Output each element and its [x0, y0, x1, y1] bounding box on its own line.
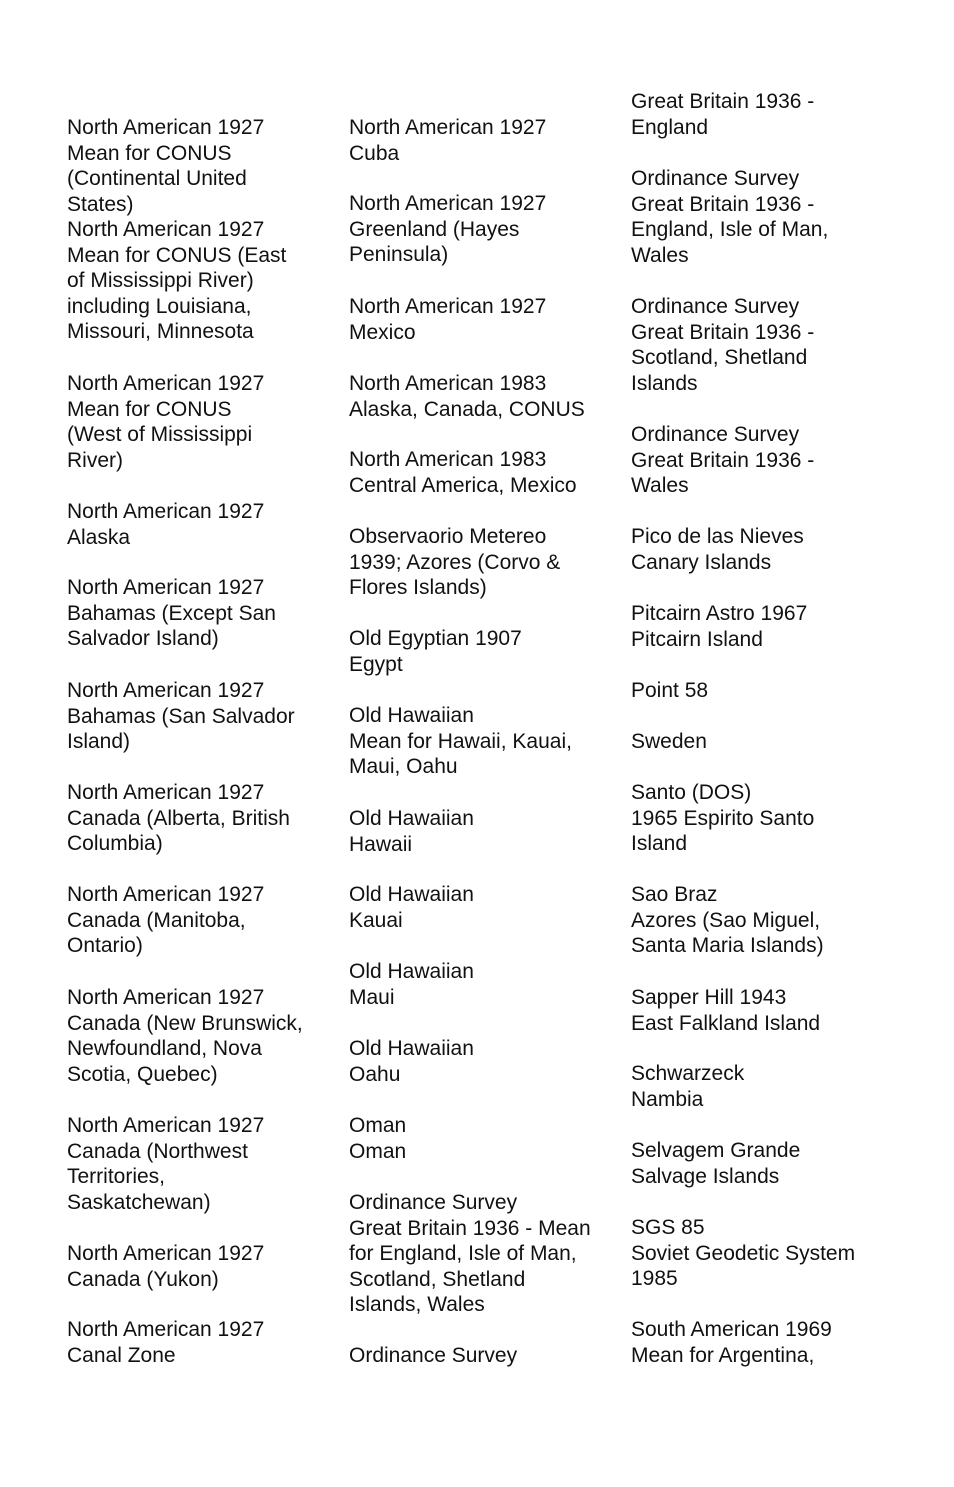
datum-entry-line: Old Hawaiian: [349, 704, 474, 727]
datum-entry-line: Peninsula): [349, 243, 449, 267]
datum-entry-line: North American 1927: [349, 192, 547, 215]
datum-entry: [67, 1317, 337, 1368]
datum-entry: [67, 985, 337, 1087]
datum-entry-line: North American 1927: [67, 116, 265, 139]
datum-entry-line: North American 1927: [349, 116, 547, 139]
datum-entry-line: Egypt: [349, 652, 403, 676]
datum-entry-line: Scotland, Shetland: [349, 1267, 526, 1291]
datum-entry-line: North American 1927: [67, 1242, 265, 1265]
datum-entry-line: Salvage Islands: [631, 1164, 780, 1188]
datum-entry-line: for England, Isle of Man,: [349, 1242, 577, 1266]
datum-entry-line: Old Hawaiian: [349, 807, 474, 830]
datum-entry: [631, 1061, 901, 1112]
datum-entry-line: Mexico: [349, 320, 416, 344]
datum-entry-line: Ordinance Survey: [631, 423, 800, 446]
datum-entry: [67, 882, 337, 959]
datum-entry-line: Saskatchewan): [67, 1190, 211, 1214]
datum-entry-line: Bahamas (Except San: [67, 601, 276, 625]
datum-entry-line: Canada (Yukon): [67, 1267, 219, 1291]
datum-entry: [349, 115, 619, 166]
datum-entry-line: Mean for CONUS: [67, 397, 232, 421]
datum-entry-line: Ontario): [67, 934, 143, 958]
datum-entry-line: River): [67, 448, 123, 472]
datum-entry-line: England, Isle of Man,: [631, 218, 829, 242]
datum-entry: [67, 115, 337, 217]
datum-entry: [349, 294, 619, 345]
datum-entry-line: Greenland (Hayes: [349, 217, 520, 241]
datum-entry: [631, 729, 901, 755]
datum-entry-line: England: [631, 115, 709, 139]
datum-entry-line: South American 1969: [631, 1318, 832, 1341]
datum-entry-line: North American 1927: [67, 500, 265, 523]
datum-entry: [67, 371, 337, 473]
datum-entry-line: Scotland, Shetland: [631, 346, 808, 370]
datum-entry-line: including Louisiana,: [67, 294, 252, 318]
datum-entry-line: Wales: [631, 474, 689, 498]
datum-entry: [349, 1343, 619, 1369]
datum-entry-line: North American 1927: [67, 372, 265, 395]
datum-entry-line: Mean for Hawaii, Kauai,: [349, 729, 572, 753]
datum-entry: [349, 447, 619, 498]
datum-entry-line: Observaorio Metereo: [349, 525, 547, 548]
datum-entry-line: Great Britain 1936 -: [631, 192, 815, 216]
datum-entry-line: Wales: [631, 243, 689, 267]
datum-entry-line: Canada (New Brunswick,: [67, 1011, 303, 1035]
datum-entry-line: Old Hawaiian: [349, 883, 474, 906]
datum-entry-line: Mean for CONUS (East: [67, 243, 287, 267]
datum-entry: [631, 166, 901, 268]
datum-entry-line: Islands: [631, 371, 698, 395]
datum-entry-line: Mean for CONUS: [67, 141, 232, 165]
datum-entry-line: Canada (Northwest: [67, 1139, 248, 1163]
datum-entry: [631, 678, 901, 704]
datum-entry-line: SGS 85: [631, 1216, 705, 1239]
datum-entry: [67, 780, 337, 857]
datum-entry-line: Canary Islands: [631, 550, 772, 574]
datum-entry-line: of Mississippi River): [67, 269, 254, 293]
datum-entry: [349, 524, 619, 601]
datum-entry: [67, 1113, 337, 1215]
datum-entry: [631, 294, 901, 396]
datum-entry-line: Soviet Geodetic System: [631, 1241, 856, 1265]
datum-entry-line: Sapper Hill 1943: [631, 986, 787, 1009]
datum-entry: [631, 1215, 901, 1292]
datum-entry-line: Ordinance Survey: [349, 1344, 518, 1367]
datum-entry-line: Pico de las Nieves: [631, 525, 804, 548]
datum-entry-line: Selvagem Grande: [631, 1139, 801, 1162]
datum-entry-line: Sao Braz: [631, 883, 718, 906]
datum-entry-line: Flores Islands): [349, 576, 487, 600]
datum-entry-line: North American 1927: [67, 883, 265, 906]
datum-entry-line: Salvador Island): [67, 627, 219, 651]
datum-entry: [349, 1190, 619, 1318]
datum-entry: [349, 806, 619, 857]
datum-entry-line: Alaska: [67, 525, 131, 549]
datum-entry-line: 1985: [631, 1267, 678, 1291]
datum-entry-line: Oahu: [349, 1062, 401, 1086]
datum-entry-line: Canada (Manitoba,: [67, 908, 246, 932]
datum-entry-line: Santo (DOS): [631, 781, 752, 804]
datum-entry-line: Newfoundland, Nova: [67, 1037, 262, 1061]
datum-entry: [349, 703, 619, 780]
datum-entry: [67, 217, 337, 345]
datum-entry-line: North American 1927: [349, 295, 547, 318]
datum-entry-line: Columbia): [67, 832, 163, 856]
datum-entry-line: Old Hawaiian: [349, 960, 474, 983]
datum-entry-line: Alaska, Canada, CONUS: [349, 397, 585, 421]
datum-entry-line: Islands, Wales: [349, 1293, 485, 1317]
datum-entry-line: Santa Maria Islands): [631, 934, 824, 958]
datum-entry-line: Missouri, Minnesota: [67, 320, 254, 344]
datum-entry-line: Old Hawaiian: [349, 1037, 474, 1060]
datum-entry-line: (Continental United: [67, 167, 247, 191]
datum-entry-line: Great Britain 1936 -: [631, 448, 815, 472]
datum-entry-line: Pitcairn Astro 1967: [631, 602, 808, 625]
datum-entry-line: Central America, Mexico: [349, 473, 577, 497]
datum-entry-line: Territories,: [67, 1165, 166, 1189]
datum-entry-line: Oman: [349, 1114, 407, 1137]
datum-entry-line: Ordinance Survey: [631, 167, 800, 190]
datum-entry-line: Scotia, Quebec): [67, 1062, 218, 1086]
datum-entry-line: Maui, Oahu: [349, 755, 458, 779]
datum-entry-line: Oman: [349, 1139, 407, 1163]
datum-entry-line: States): [67, 192, 134, 216]
datum-entry: [67, 499, 337, 550]
datum-entry-line: Canada (Alberta, British: [67, 806, 290, 830]
datum-entry-line: North American 1983: [349, 448, 547, 471]
datum-entry-line: North American 1927: [67, 576, 265, 599]
datum-entry-line: Bahamas (San Salvador: [67, 704, 295, 728]
datum-entry: [631, 985, 901, 1036]
datum-entry: [349, 959, 619, 1010]
datum-entry-line: Island: [631, 832, 688, 856]
datum-entry-line: Great Britain 1936 -: [631, 90, 815, 113]
datum-entry-line: Pitcairn Island: [631, 627, 763, 651]
datum-entry-line: Canal Zone: [67, 1343, 176, 1367]
datum-entry-line: Great Britain 1936 - Mean: [349, 1216, 591, 1240]
datum-entry: [349, 191, 619, 268]
datum-entry: [631, 524, 901, 575]
datum-entry-line: East Falkland Island: [631, 1011, 821, 1035]
datum-entry-line: Sweden: [631, 730, 707, 753]
datum-entry: [67, 575, 337, 652]
datum-entry-line: Cuba: [349, 141, 400, 165]
datum-entry: [349, 626, 619, 677]
datum-entry-line: Great Britain 1936 -: [631, 320, 815, 344]
datum-entry-line: Old Egyptian 1907: [349, 627, 522, 650]
datum-entry-line: North American 1927: [67, 986, 265, 1009]
datum-entry-line: Nambia: [631, 1087, 704, 1111]
datum-entry-line: Island): [67, 730, 131, 754]
datum-entry: [349, 1113, 619, 1164]
datum-entry-line: Kauai: [349, 908, 403, 932]
datum-entry: [631, 1317, 901, 1368]
datum-entry-line: Schwarzeck: [631, 1062, 745, 1085]
datum-entry-line: Point 58: [631, 679, 709, 702]
datum-entry-line: North American 1927: [67, 781, 265, 804]
datum-entry: [349, 882, 619, 933]
datum-entry-line: North American 1983: [349, 372, 547, 395]
datum-entry-line: 1939; Azores (Corvo &: [349, 550, 561, 574]
datum-entry: [349, 371, 619, 422]
datum-entry: [631, 89, 901, 140]
datum-entry-line: North American 1927: [67, 218, 265, 241]
datum-entry: [631, 780, 901, 857]
datum-entry-line: Mean for Argentina,: [631, 1343, 815, 1367]
datum-entry: [631, 1138, 901, 1189]
datum-entry-line: Hawaii: [349, 832, 413, 856]
datum-entry-line: North American 1927: [67, 679, 265, 702]
datum-entry: [67, 1241, 337, 1292]
datum-entry: [67, 678, 337, 755]
datum-entry-line: North American 1927: [67, 1114, 265, 1137]
datum-entry: [631, 601, 901, 652]
datum-entry-line: Maui: [349, 985, 395, 1009]
datum-entry-line: North American 1927: [67, 1318, 265, 1341]
datum-entry: [631, 422, 901, 499]
datum-entry: [349, 1036, 619, 1087]
datum-entry-line: Ordinance Survey: [631, 295, 800, 318]
datum-entry-line: (West of Mississippi: [67, 423, 253, 447]
datum-entry: [631, 882, 901, 959]
datum-entry-line: Ordinance Survey: [349, 1191, 518, 1214]
datum-entry-line: Azores (Sao Miguel,: [631, 908, 821, 932]
datum-entry-line: 1965 Espirito Santo: [631, 806, 815, 830]
